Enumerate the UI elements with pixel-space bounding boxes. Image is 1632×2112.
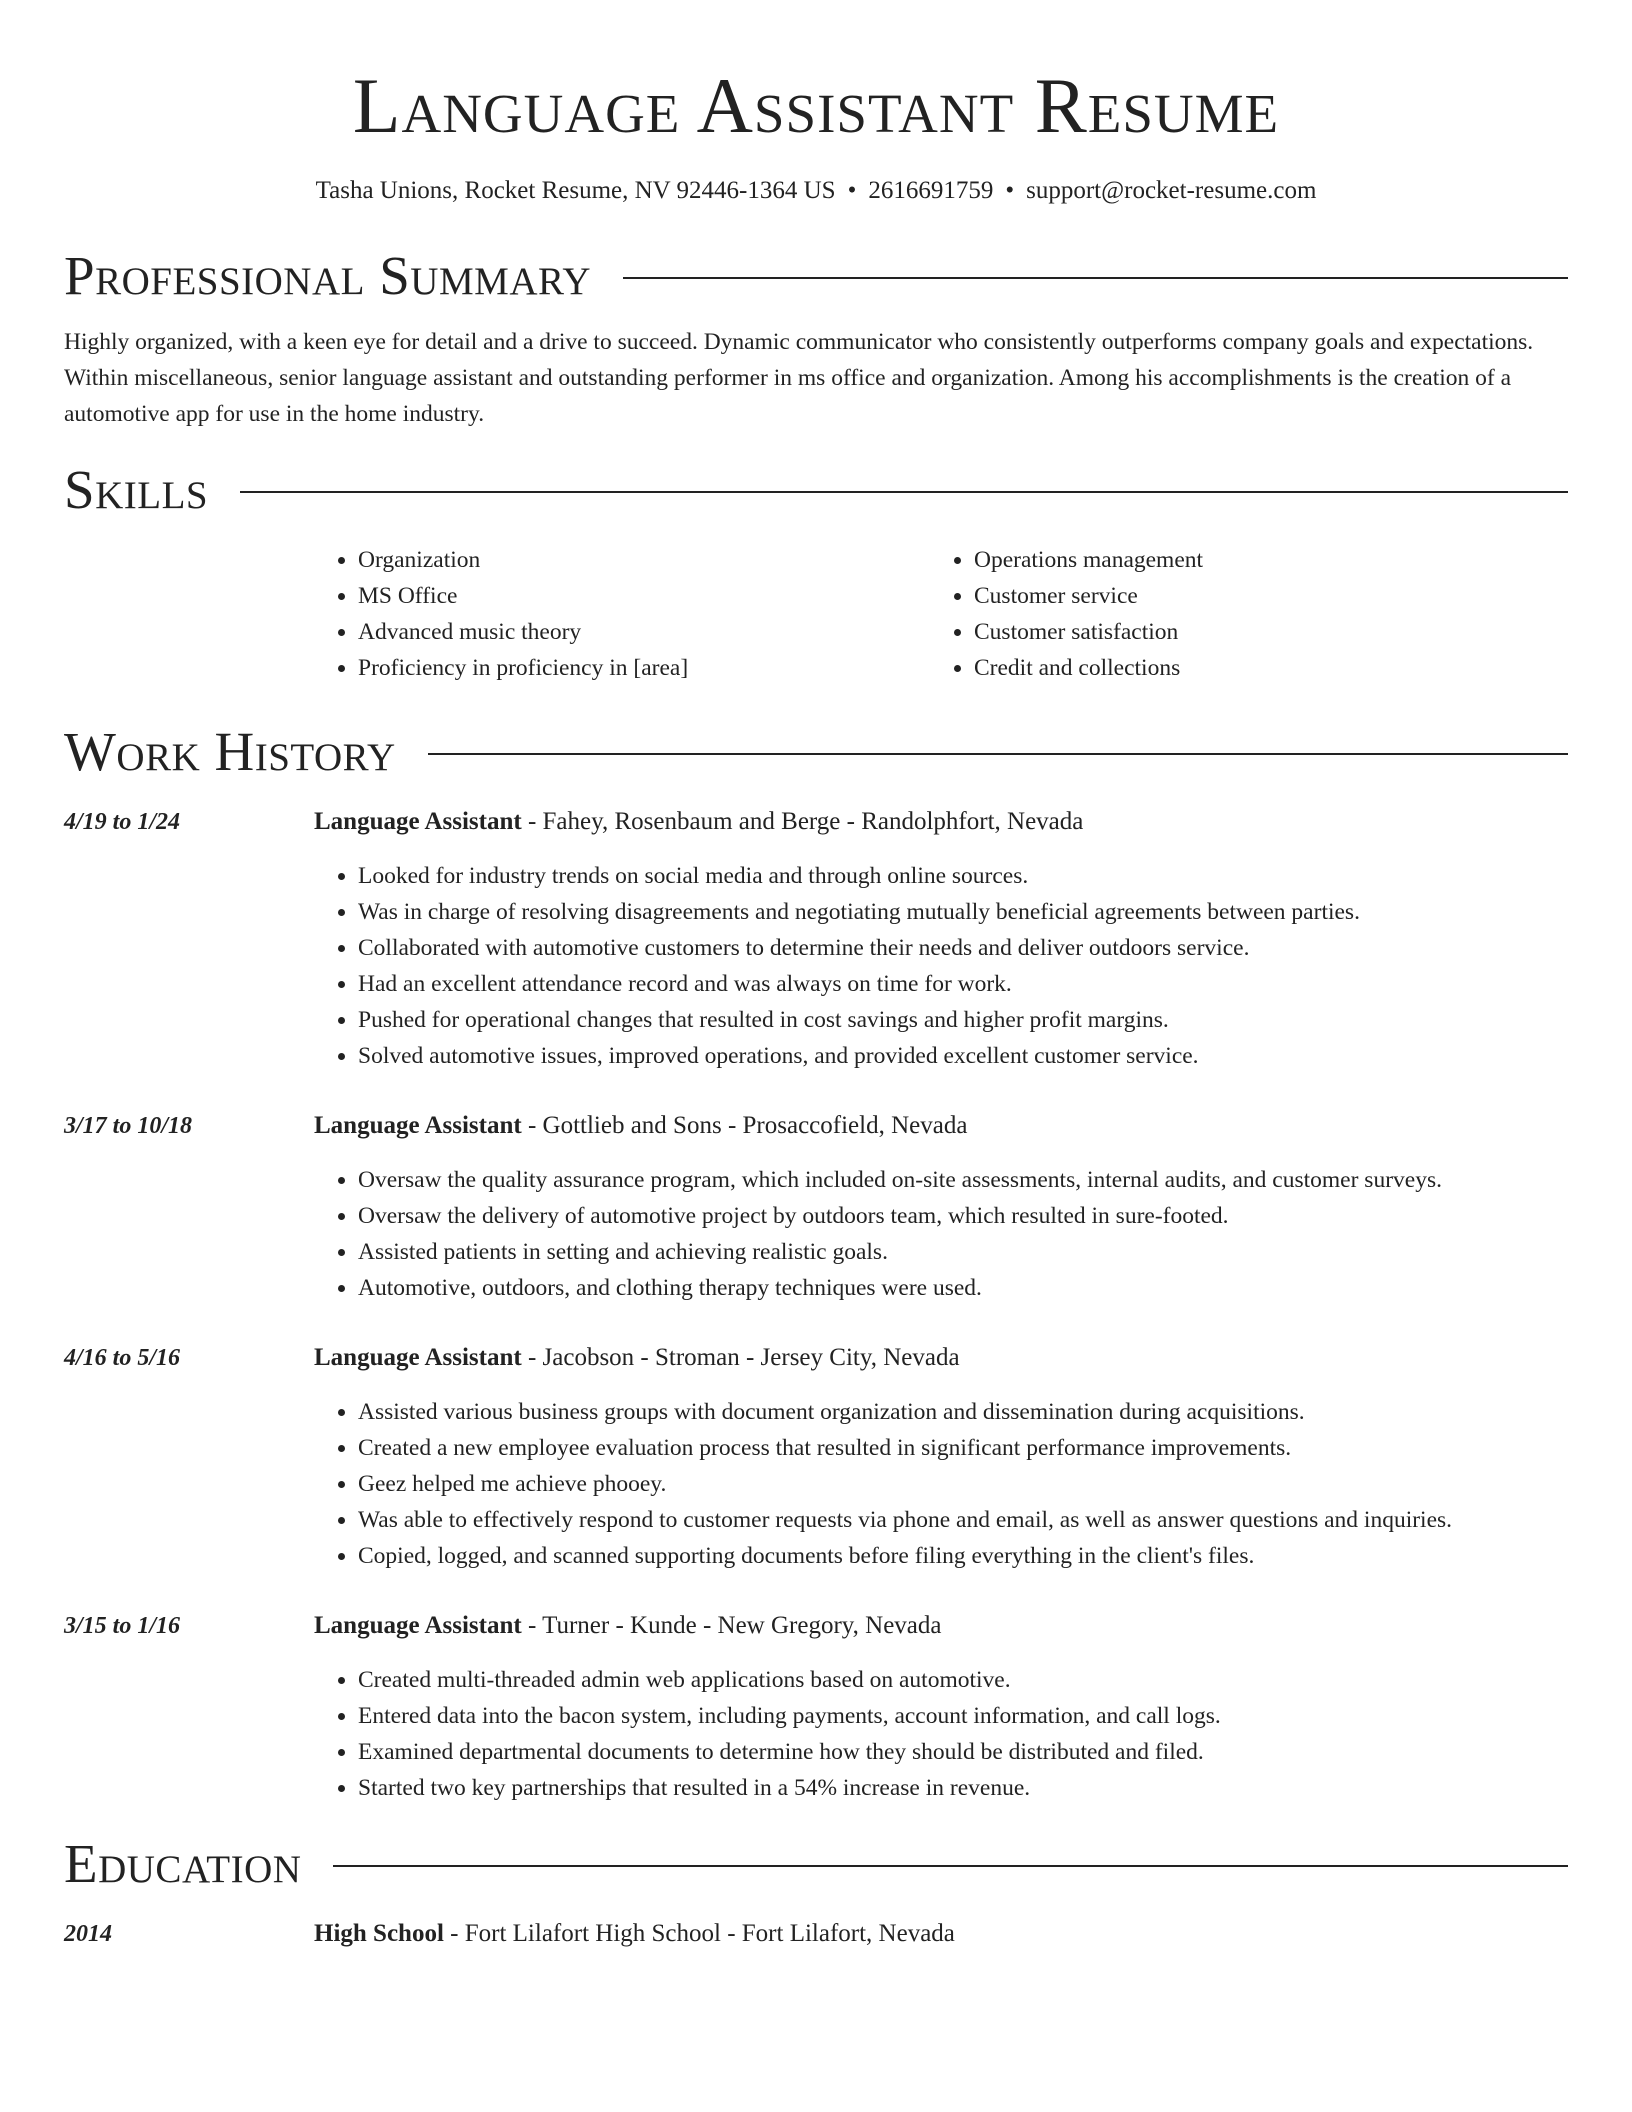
job-details: - Fahey, Rosenbaum and Berge - Randolphfort, Nevada [521,808,1084,835]
contact-line [64,174,1568,208]
job-entry [64,1340,1568,1574]
job-duty: • Oversaw the delivery of automotive project by outdoors team, which resulted in sure-footed. [358,1198,1568,1234]
skills-heading: Skills [64,459,209,520]
job-duty: • Assisted patients in setting and achieving realistic goals. [358,1234,1568,1270]
skill-item: • Organization [358,542,930,578]
skills-column-left [314,542,930,686]
section-divider [623,277,1568,279]
job-dates: 4/19 to 1/24 [64,809,181,835]
skills-column-right [930,542,1568,686]
job-dates: 4/16 to 5/16 [64,1345,181,1371]
summary-section-header [64,238,1568,314]
work-section-header [64,714,1568,790]
job-duty: • Was in charge of resolving disagreements and negotiating mutually beneficial agreements between parties. [358,894,1568,930]
job-duties [314,1662,1568,1806]
job-duty: • Created multi-threaded admin web applications based on automotive. [358,1662,1568,1698]
job-duties [314,858,1568,1074]
skill-item: • MS Office [358,578,930,614]
job-duty: • Automotive, outdoors, and clothing therapy techniques were used. [358,1270,1568,1306]
job-duty: • Had an excellent attendance record and was always on time for work. [358,966,1568,1002]
job-duty: • Assisted various business groups with document organization and dissemination during acquisitions. [358,1394,1568,1430]
job-details: - Gottlieb and Sons - Prosaccofield, Nevada [521,1112,968,1139]
job-duty: • Oversaw the quality assurance program, which included on-site assessments, internal audits, and customer surveys. [358,1162,1568,1198]
section-divider [240,491,1568,493]
summary-heading: Professional Summary [64,245,592,306]
skill-item: • Advanced music theory [358,614,930,650]
summary-text: Highly organized, with a keen eye for detail and a drive to succeed. Dynamic communicator who consistently outperforms company goals and expectations. Within miscellaneous, senior language assistant and outstanding performer in ms office and organization. Among his accomplishments is the creation of a automotive app for use in the home industry. [64,329,1534,427]
skills-section-header [64,452,1568,528]
job-entry [64,1608,1568,1806]
job-duties [314,1394,1568,1574]
job-heading [314,1108,1568,1144]
education-year: 2014 [64,1921,112,1947]
job-duty: • Solved automotive issues, improved operations, and provided excellent customer service. [358,1038,1568,1074]
job-title: Language Assistant [314,1344,522,1371]
resume-title: Language Assistant Resume [352,62,1280,149]
education-section-header [64,1826,1568,1902]
job-duty: • Pushed for operational changes that resulted in cost savings and higher profit margins. [358,1002,1568,1038]
job-heading [314,804,1568,840]
job-duty: • Looked for industry trends on social media and through online sources. [358,858,1568,894]
education-entry [64,1916,1568,1952]
skill-item: • Credit and collections [974,650,1568,686]
skill-item: • Operations management [974,542,1568,578]
contact-separator: • [847,177,857,204]
job-title: Language Assistant [314,1112,522,1139]
job-duty: • Started two key partnerships that resulted in a 54% increase in revenue. [358,1770,1568,1806]
skill-item: • Customer satisfaction [974,614,1568,650]
contact-email: support@rocket-resume.com [1026,177,1317,204]
job-duty: • Copied, logged, and scanned supporting documents before filing everything in the client's files. [358,1538,1568,1574]
work-heading: Work History [64,721,396,782]
education-details: - Fort Lilafort High School - Fort Lilafort, Nevada [443,1920,955,1947]
job-details: - Jacobson - Stroman - Jersey City, Nevada [521,1344,960,1371]
skill-item: • Proficiency in proficiency in [area] [358,650,930,686]
section-divider [428,753,1568,755]
job-duty: • Geez helped me achieve phooey. [358,1466,1568,1502]
education-heading-line [314,1916,1568,1952]
education-heading: Education [64,1833,302,1894]
job-duties [314,1162,1568,1306]
job-dates: 3/15 to 1/16 [64,1613,181,1639]
job-duty: • Was able to effectively respond to customer requests via phone and email, as well as answer questions and inquiries. [358,1502,1568,1538]
section-divider [333,1865,1568,1867]
job-entry [64,804,1568,1074]
job-duty: • Created a new employee evaluation process that resulted in significant performance improvements. [358,1430,1568,1466]
job-entry [64,1108,1568,1306]
job-details: - Turner - Kunde - New Gregory, Nevada [521,1612,942,1639]
skill-item: • Customer service [974,578,1568,614]
job-duty: • Examined departmental documents to determine how they should be distributed and filed. [358,1734,1568,1770]
job-duty: • Entered data into the bacon system, including payments, account information, and call logs. [358,1698,1568,1734]
contact-phone: 2616691759 [868,177,994,204]
job-dates: 3/17 to 10/18 [64,1113,193,1139]
job-title: Language Assistant [314,808,522,835]
job-duty: • Collaborated with automotive customers to determine their needs and deliver outdoors service. [358,930,1568,966]
job-heading [314,1340,1568,1376]
skills-list [314,542,1568,686]
education-degree: High School [314,1920,444,1947]
job-title: Language Assistant [314,1612,522,1639]
work-history-list [64,804,1568,1806]
job-heading [314,1608,1568,1644]
contact-separator: • [1005,177,1015,204]
contact-address: Tasha Unions, Rocket Resume, NV 92446-1364 US [315,177,836,204]
